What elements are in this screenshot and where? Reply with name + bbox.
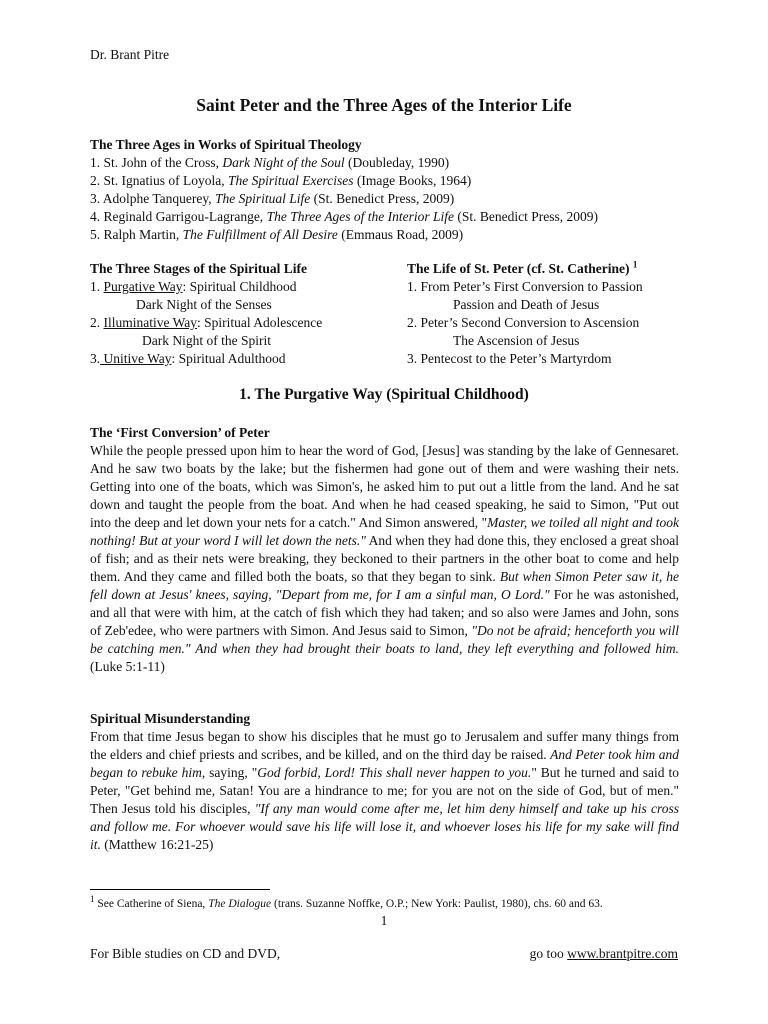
works-heading: The Three Ages in Works of Spiritual Theology [90,137,362,152]
passage-citation: (Luke 5:1-11) [90,659,165,674]
first-conversion-section [90,424,679,676]
passage-text: While the people pressed upon him to hear the word of God, [Jesus] was standing by the lake of Gennesaret. And he saw two boats by the lake; but the fishermen had gone out of them and were washing their nets. Getting into one of the boats, which was Simon's, he asked him to put out a little from the land. And he sat down and taught the people from the boat. And when he had ceased speaking, he said to Simon, "Put out into the deep and let down your nets for a catch." And Simon answered, " [90,443,679,530]
passage-emphasis: "Do not be afraid; henceforth you will be catching men." And when they had brought their boats to land, they left everything and followed him. [90,623,679,656]
passage-emphasis: And Peter took him and began to rebuke him [90,747,679,780]
list-item [90,190,598,208]
passage-emphasis: "If any man would come after me, let him deny himself and take up his cross and follow me. For whoever would save his life will lose it, and whoever loses his life for my sake will find it. [90,801,679,852]
passage-emphasis: But when Simon Peter saw it, he fell down at Jesus' knees, saying, "Depart from me, for I am a sinful man, O Lord." [90,569,679,602]
peter-life-heading [407,260,643,278]
work-title: The Spiritual Exercises [228,173,354,188]
peter-stage-2-event: The Ascension of Jesus [453,333,580,348]
peter-stage-3: 3. Pentecost to the Peter’s Martyrdom [407,351,612,366]
footnote-title: The Dialogue [208,898,272,910]
stage-description: : Spiritual Childhood [182,279,297,294]
footer-right [530,946,678,962]
website-link[interactable]: www.brantpitre.com [567,946,678,961]
footnote [90,894,603,910]
work-author: 2. St. Ignatius of Loyola, [90,173,228,188]
stage-description: : Spiritual Adolescence [197,315,323,330]
work-author: 5. Ralph Martin, [90,227,183,242]
author-name: Dr. Brant Pitre [90,47,170,62]
work-publisher: (Image Books, 1964) [353,173,472,188]
work-title: The Fulfillment of All Desire [182,227,338,242]
stages-column [90,260,322,368]
list-item [90,208,598,226]
passage-text: For he was astonished, and all that were with him, at the catch of fish which they had taken; and so also were James and John, sons of Zeb'edee, who were partners with Simon. And Jesus said to Simon, [90,587,679,638]
work-author: 1. St. John of the Cross, [90,155,223,170]
stage-number: 1. [90,279,104,294]
passage-citation: (Matthew 16:21-25) [100,837,214,852]
work-title: Dark Night of the Soul [222,155,345,170]
peter-stage-1-event: Passion and Death of Jesus [453,297,600,312]
section-title: 1. The Purgative Way (Spiritual Childhood) [239,386,529,403]
work-author: 4. Reginald Garrigou-Lagrange, [90,209,267,224]
subsection-heading: The ‘First Conversion’ of Peter [90,425,270,440]
work-publisher: (Emmaus Road, 2009) [337,227,464,242]
passage-emphasis: Master, we toiled all night and took nothing! But at your word I will let down the nets." [90,515,679,548]
stage-1-night: Dark Night of the Senses [136,297,272,312]
stage-way: Unitive Way [100,351,172,366]
stage-2 [90,314,322,332]
misunderstanding-section [90,710,679,854]
passage-emphasis: God forbid, Lord! This shall never happen to you. [257,765,532,780]
list-item [90,172,598,190]
footnote-mark: 1 [90,894,95,905]
passage-text: And when they had done this, they enclosed a great shoal of fish; and as their nets were breaking, they beckoned to their partners in the other boat to come and help them. And they came and filled both the boats, so that they began to sink. [90,533,680,584]
page-number: 1 [380,913,388,928]
scripture-passage [90,442,679,676]
stage-way: Purgative Way [103,279,183,294]
list-item [90,154,598,172]
footnote-text: See Catherine of Siena, [94,898,209,910]
footnote-text: (trans. Suzanne Noffke, O.P.; New York: Paulist, 1980), chs. 60 and 63. [271,898,603,910]
work-publisher: (St. Benedict Press, 2009) [454,209,599,224]
work-publisher: (Doubleday, 1990) [344,155,450,170]
footnote-divider [90,889,270,890]
passage-text: From that time Jesus began to show his disciples that he must go to Jerusalem and suffer many things from the elders and chief priests and scribes, and be killed, and on the third day be raised. [90,729,679,762]
works-list [90,136,598,244]
peter-stage-2: 2. Peter’s Second Conversion to Ascension [407,315,640,330]
work-publisher: (St. Benedict Press, 2009) [310,191,455,206]
footnote-mark: 1 [632,259,638,270]
stage-number: 3. [90,351,101,366]
stages-heading: The Three Stages of the Spiritual Life [90,261,308,276]
scripture-passage [90,728,679,854]
footer-left: For Bible studies on CD and DVD, [90,946,281,961]
footer-right-text: go too [529,946,568,961]
work-title: The Three Ages of the Interior Life [266,209,455,224]
stage-2-night: Dark Night of the Spirit [142,333,271,348]
list-item [90,226,598,244]
subsection-heading: Spiritual Misunderstanding [90,711,251,726]
stage-number: 2. [90,315,104,330]
peter-stage-1: 1. From Peter’s First Conversion to Passion [407,279,643,294]
passage-text: , saying, " [201,765,258,780]
stage-description: : Spiritual Adulthood [171,351,286,366]
document-title: Saint Peter and the Three Ages of the Interior Life [196,95,572,115]
work-author: 3. Adolphe Tanquerey, [90,191,216,206]
stage-1 [90,278,322,296]
peter-life-heading-text: The Life of St. Peter (cf. St. Catherine) [407,261,630,276]
peter-life-column [407,260,643,368]
stage-way: Illuminative Way [103,315,198,330]
work-title: The Spiritual Life [215,191,311,206]
stage-3 [90,350,322,368]
passage-text: " But he turned and said to Peter, "Get behind me, Satan! You are a hindrance to me; for you are not on the side of God, but of men." Then Jesus told his disciples, [90,765,679,816]
